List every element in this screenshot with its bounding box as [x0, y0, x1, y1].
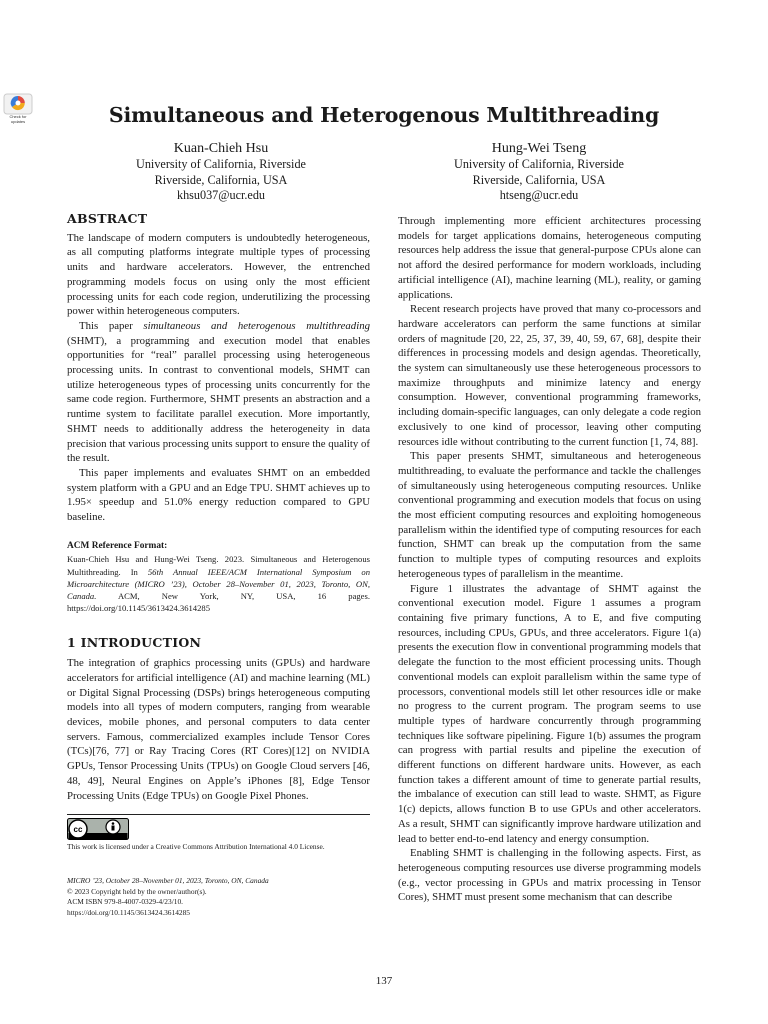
intro-paragraph: The integration of graphics processing units (GPUs) and hardware accelerators for artificial intelligence (AI) and machine learning (ML) or Digital Signal Processing (DSPs) brings heterogeneous computing models into all types of modern computers, ranging from wearable devices, mobile phones, and personal computers to data center servers. Famous, commercialized examples include Tensor Cores (TCs)[76, 77] or Ray Tracing Cores (RT Cores)[12] on NVIDIA GPUs, Tensor Processing Units (TPUs) on Google Cloud servers [46, 48, 49], Neural Engines on Apple’s iPhones [8], Edge Tensor Processing Units (Edge TPUs) on Google Pixel Phones.: [67, 657, 370, 802]
author-email[interactable]: htseng@ucr.edu: [499, 188, 579, 202]
shmt-term: simultaneous and heterogenous multithreading: [143, 319, 371, 332]
left-column: [67, 212, 370, 803]
body-paragraph: Through implementing more efficient architectures processing models for target applications domains, heterogeneous computing resources help address the issue that general-purpose CPUs alone can not afford the desired performance for modern workloads, including artificial intelligence (AI), machine learning (ML), reality, or gaming applications.: [398, 215, 701, 301]
copyright-line: © 2023 Copyright held by the owner/author(s).: [67, 886, 207, 896]
paper-title: Simultaneous and Heterogenous Multithreading: [108, 103, 660, 127]
author-name: Hung-Wei Tseng: [491, 141, 587, 156]
abstract-paragraph: This paper implements and evaluates SHMT on an embedded system platform with a GPU and an Edge TPU. SHMT achieves up to 1.95× speedup and 51.0% energy reduction compared to GPU baseline.: [67, 466, 370, 524]
check-for-updates-label: Check for updates: [9, 114, 27, 124]
conference-line: MICRO ’23, October 28–November 01, 2023, Toronto, ON, Canada: [67, 876, 269, 885]
author-location: Riverside, California, USA: [472, 172, 606, 187]
section-heading-introduction: 1 INTRODUCTION: [67, 635, 202, 651]
footer-info: [67, 876, 372, 918]
author-email[interactable]: khsu037@ucr.edu: [176, 188, 266, 202]
body-paragraph: Figure 1 illustrates the advantage of SHMT against the conventional execution model. Figure 1 assumes a program containing five primary functions, A to E, and five computing resources, including CPUs, GPUs, and three accelerators. Figure 1(a) presents the execution flow in conventional programming models that delegate the function to the most efficient processing units. Though conventional models can exploit parallelism within the same type of processors, conventional models still let other resources idle or make no progress to the current program. The program seems to use multiple types of hardware concurrently through programming techniques like software pipelining. Figure 1(b) assumes the program can progress with partial results and pipeline the execution of different functions on different hardware units. However, as each function takes a different amount of time to generate partial results, the imbalance of execution can still lead to waste. SHMT, as Figure 1(c) depicts, allows function B to use GPUs and other accelerators. As a result, SHMT can significantly improve hardware utilization and lead to better end-to-end latency and energy consumption.: [398, 582, 701, 845]
abstract-paragraph: This paper simultaneous and heterogenous multithreading (SHMT), a programming and execution model that enables opportunities for “real” parallel processing using heterogeneous processing units. In contrast to conventional models, SHMT can utilize heterogeneous types of processing units concurrently for the same code region. Furthermore, SHMT presents an abstraction and a runtime system to facilitate parallel execution. More importantly, SHMT needs to additionally address the heterogeneity in data precision that various processing units support to ensure the quality of the result.: [67, 319, 371, 465]
author-affiliation: University of California, Riverside: [454, 157, 624, 171]
right-column: [398, 214, 701, 905]
author-name: Kuan-Chieh Hsu: [173, 141, 269, 156]
author-block-1: [71, 140, 371, 204]
author-location: Riverside, California, USA: [154, 172, 288, 187]
body-paragraph: Recent research projects have proved that many co-processors and hardware accelerators can perform the same functions at similar orders of magnitude [20, 22, 25, 37, 39, 40, 59, 67, 68], despite their differences in processing models and design agendas. Theoretically, the system can simultaneously use these heterogeneous processors to maximize throughputs and minimize latency and energy consumption. However, conventional programming frameworks, including domain-specific languages, can only delegate a code region exclusively to one kind of processor, leaving other computing resources idle without contributing to the current function [1, 74, 88].: [398, 303, 701, 448]
acm-reference-heading: ACM Reference Format:: [67, 540, 168, 551]
footnote-rule: [67, 814, 370, 815]
acm-reference-text: Kuan-Chieh Hsu and Hung-Wei Tseng. 2023. Simultaneous and Heterogenous Multithreading. In 56th Annual IEEE/ACM International Symposium on Microarchitecture (MICRO ’23), October 28–November 01, 2023, Toronto, ON, Canada. ACM, New York, NY, USA, 16 pages. https://doi.org/10.1145/3613424.3614285: [67, 554, 370, 614]
body-paragraph: This paper presents SHMT, simultaneous and heterogeneous multithreading, to evaluate the performance and tackle the challenges of simultaneously using heterogeneous computing resources. Unlike conventional programming and execution models that focus on using the most efficient computing resources and exploiting homogeneous parallelism within the identified type of computing resources for each function, SHMT can break up the computation from the same function to multiple types of computing resources and exploits heterogeneous types of parallelism in the meantime.: [398, 450, 701, 580]
abstract-paragraph: The landscape of modern computers is undoubtedly heterogeneous, as all computing platforms integrate multiple types of processing units and hardware accelerators. However, the entrenched programming models focus on using only the most efficient processing units for each code region, underutilizing the processing power within heterogeneous computers.: [67, 231, 370, 318]
creative-commons-by-icon[interactable]: [67, 818, 129, 840]
author-block-2: [389, 140, 689, 204]
doi-link[interactable]: https://doi.org/10.1145/3613424.3614285: [67, 907, 190, 917]
isbn-line: ACM ISBN 979-8-4007-0329-4/23/10.: [67, 897, 183, 906]
abstract-heading: ABSTRACT: [67, 211, 148, 226]
body-paragraph: Enabling SHMT is challenging in the following aspects. First, as heterogeneous computing resources use diverse programming models (e.g., vector processing in GPUs and matrix processing in Tensor Cores), SHMT must present some mechanism that can describe: [398, 847, 701, 904]
license-note: This work is licensed under a Creative Commons Attribution International 4.0 License.: [67, 842, 325, 851]
page-number: 137: [375, 975, 393, 987]
author-affiliation: University of California, Riverside: [136, 157, 306, 171]
svg-text:cc: cc: [73, 825, 83, 834]
